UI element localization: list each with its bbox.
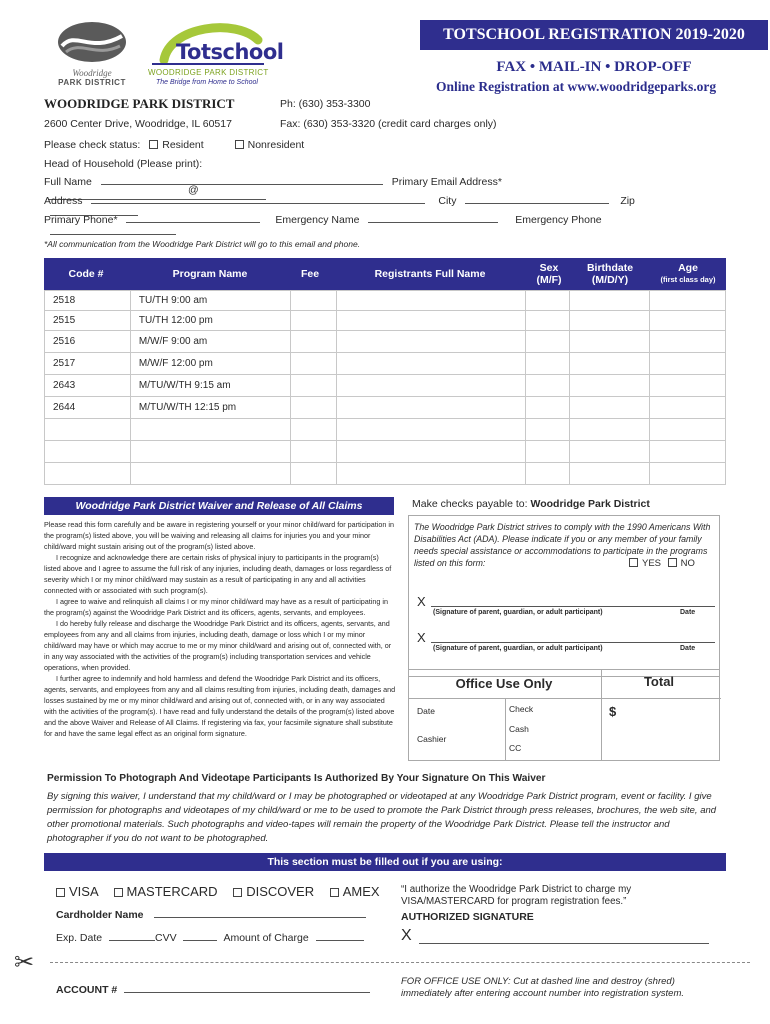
waiver-title: Woodridge Park District Waiver and Release of All Claims [44,497,394,515]
email-label: Primary Email Address* [391,176,502,188]
emergency-name-input[interactable] [368,222,498,223]
cell-sex[interactable] [526,419,570,441]
office-dollar: $ [609,704,617,719]
signature-1-date: Date [680,609,696,616]
office-cc: CC [509,743,522,753]
cell-fee[interactable] [290,463,336,485]
address-input[interactable] [91,203,425,204]
cell-birthdate[interactable] [570,397,650,419]
cell-registrant[interactable] [336,331,526,353]
cell-age[interactable] [650,397,726,419]
cell-registrant[interactable] [336,375,526,397]
totschool-logo [146,20,284,90]
amount-input[interactable] [316,940,364,941]
discover-checkbox[interactable] [233,888,242,897]
exp-row [56,932,364,944]
account-input[interactable] [124,992,370,993]
primary-phone-label: Primary Phone* [44,214,118,226]
office-total: Total [643,674,675,689]
scissors-icon: ✂ [14,949,35,976]
cell-program: M/TU/W/TH 9:15 am [130,375,290,397]
cell-birthdate[interactable] [570,441,650,463]
cardholder-input[interactable] [154,917,366,918]
waiver-text [44,519,396,739]
cell-fee[interactable] [290,311,336,331]
signature-2[interactable] [417,630,715,652]
woodridge-logo-top: Woodridge [72,68,112,78]
cell-sex[interactable] [526,353,570,375]
table-row [45,375,726,397]
authorize-text: “I authorize the Woodridge Park District to charge my VISA/MASTERCARD for program registration fees.” [401,884,632,907]
checks-payee: Woodridge Park District [530,498,650,510]
cell-fee[interactable] [290,441,336,463]
registration-table [44,290,726,485]
cell-code [45,441,131,463]
cell-fee[interactable] [290,397,336,419]
ada-yes[interactable] [629,558,661,569]
cell-sex[interactable] [526,311,570,331]
cell-registrant[interactable] [336,419,526,441]
account-label: ACCOUNT # [56,984,118,996]
col-sex-sub: (M/F) [536,274,562,286]
phone-row [44,214,734,238]
totschool-logo-tag: The Bridge from Home to School [156,79,258,86]
nonresident-checkbox[interactable] [235,139,305,151]
nonresident-label: Nonresident [247,139,305,151]
table-row [45,441,726,463]
cell-age[interactable] [650,311,726,331]
table-row [45,397,726,419]
cardholder-label: Cardholder Name [56,909,144,921]
primary-phone-input[interactable] [126,222,260,223]
cell-birthdate[interactable] [570,311,650,331]
cell-birthdate[interactable] [570,291,650,311]
exp-input[interactable] [109,940,155,941]
address-label: Address [44,195,83,207]
authorized-signature-field[interactable] [401,927,711,945]
cell-code: 2516 [45,331,131,353]
cell-age[interactable] [650,291,726,311]
org-address: 2600 Center Drive, Woodridge, IL 60517 [44,118,232,130]
cell-registrant[interactable] [336,311,526,331]
discover-option[interactable] [233,884,314,899]
zip-label: Zip [620,195,635,207]
city-input[interactable] [465,203,609,204]
account-row [56,984,370,996]
cell-program: M/W/F 12:00 pm [130,353,290,375]
col-sex [528,262,570,286]
mastercard-option[interactable] [114,884,218,899]
cell-program [130,441,290,463]
emergency-phone-label: Emergency Phone [515,214,602,226]
cell-registrant[interactable] [336,463,526,485]
online-registration: Online Registration at www.woodridgeparks.org [435,79,717,94]
ada-text: The Woodridge Park District strives to comply with the 1990 Americans With Disabilities Act (ADA). Please indicate if you or any member of your family needs special assistance or accommodations to participate in the programs listed on this form: [414,522,711,568]
signature-2-label: (Signature of parent, guardian, or adult participant) [433,645,603,652]
authorized-signature-x: X [401,927,412,944]
ada-yes-label: YES [642,558,662,569]
mastercard-label: MASTERCARD [126,884,218,899]
waiver-p5: I further agree to indemnify and hold harmless and defend the Woodridge Park District and its officers, agents, servants, and employees from any and all claims resulting from injuries, including death, damages and losses sustained by me or my minor child/ward and arising out of, connected with, or in any way associated with the activities of the program(s). I have read and fully understand the details of the program(s) listed above and the above Waiver and Release of All Claims. If registering via fax, your facsimile signature shall substitute for and have the same legal effect as an original form signature. [44,674,396,738]
checks-payable [412,498,650,510]
org-name: WOODRIDGE PARK DISTRICT [44,96,235,111]
nonresident-checkbox-box[interactable] [235,140,244,149]
city-label: City [438,195,457,207]
cell-age[interactable] [650,353,726,375]
cell-program: M/W/F 9:00 am [130,331,290,353]
woodridge-logo [56,20,128,90]
cell-birthdate[interactable] [570,353,650,375]
col-registrant: Registrants Full Name [374,268,486,280]
ada-no-box[interactable] [668,558,677,567]
full-name-label: Full Name [44,176,92,188]
cell-code: 2517 [45,353,131,375]
ada-no-label: NO [680,558,695,569]
ada-box [408,515,720,677]
cell-registrant[interactable] [336,397,526,419]
photo-title: Permission To Photograph And Videotape Participants Is Authorized By Your Signature On This Waiver [47,773,546,784]
cell-program: TU/TH 9:00 am [130,291,290,311]
col-birthdate-label: Birthdate [586,262,634,274]
signature-2-date: Date [680,645,696,652]
photo-body: By signing this waiver, I understand that my child/ward or I may be photographed or videotaped at any Woodridge Park District program, event or facility. I give permission for photographs and videotapes of my child/ward or me to be used to promote the Park District through press releases, brochures, the web site, and other promotional materials. Such photographs and video-tapes will remain the property of the Woodridge Park District. Please tell the instructor and photographer if you do not want to be photographed. [47,791,717,844]
office-check: Check [509,704,534,714]
office-cash: Cash [509,724,529,734]
waiver-p4: I do hereby fully release and discharge the Woodridge Park District and its officers, agents, servants, and employees from any and all claims from injuries, including death, damage or loss which I or my minor child/ward may have or which may accrue to me or my minor child/ward and arising out of, connected with, or in any way associated with the activities of the program(s) including transportation services and vehicle operations, when provided. [44,619,392,672]
amount-label: Amount of Charge [223,932,309,944]
page-title: TOTSCHOOL REGISTRATION 2019-2020 [420,20,768,50]
signature-1-label: (Signature of parent, guardian, or adult participant) [433,609,603,616]
totschool-logo-name: Totschool [176,40,284,64]
emergency-phone-input[interactable] [50,234,176,235]
cell-age[interactable] [650,463,726,485]
cell-sex[interactable] [526,397,570,419]
status-row [44,139,304,151]
cell-birthdate[interactable] [570,419,650,441]
cvv-input[interactable] [183,940,217,941]
cell-fee[interactable] [290,419,336,441]
submission-methods: FAX • MAIL-IN • DROP-OFF [496,59,692,75]
status-label: Please check status: [44,139,141,151]
cell-age[interactable] [650,441,726,463]
cell-sex[interactable] [526,441,570,463]
exp-label: Exp. Date [56,932,103,944]
col-program: Program Name [172,268,248,280]
cell-age[interactable] [650,419,726,441]
cell-code: 2643 [45,375,131,397]
cell-code: 2644 [45,397,131,419]
resident-checkbox[interactable] [149,139,203,151]
cell-fee[interactable] [290,331,336,353]
table-row [45,463,726,485]
cut-line [50,962,750,963]
card-types [56,884,380,899]
cell-birthdate[interactable] [570,331,650,353]
col-sex-label: Sex [539,262,559,274]
card-banner: This section must be filled out if you are using: [44,853,726,871]
signature-1[interactable] [417,594,715,616]
cell-registrant[interactable] [336,291,526,311]
office-cashier: Cashier [417,734,447,744]
office-use-box [408,669,720,761]
org-fax: Fax: (630) 353-3320 (credit card charges only) [280,118,497,130]
table-row [45,291,726,311]
resident-checkbox-box[interactable] [149,140,158,149]
visa-checkbox[interactable] [56,888,65,897]
cell-program: TU/TH 12:00 pm [130,311,290,331]
full-name-input[interactable] [101,184,383,185]
table-row [45,419,726,441]
col-age-label: Age [678,262,698,274]
visa-label: VISA [69,884,98,899]
cell-registrant[interactable] [336,353,526,375]
col-age [652,262,724,286]
checks-label: Make checks payable to: [412,498,528,510]
amex-option[interactable] [330,884,380,899]
cell-program [130,419,290,441]
discover-label: DISCOVER [246,884,315,899]
cell-sex[interactable] [526,375,570,397]
office-date: Date [417,706,435,716]
table-row [45,353,726,375]
cardholder-row [56,909,366,921]
col-birthdate-sub: (M/D/Y) [591,274,629,286]
cell-code: 2515 [45,311,131,331]
ada-no[interactable] [668,558,695,569]
emergency-name-label: Emergency Name [275,214,360,226]
office-use-title: Office Use Only [455,676,553,691]
cell-fee[interactable] [290,375,336,397]
waiver-p2: I recognize and acknowledge there are certain risks of physical injury to participants in the program(s) listed above and I agree to assume the full risk of any injuries, including death, damages or loss regardless of severity which I or my minor child/ward may sustain as a result of participating in any and all activities connected with or associated with such program(s). [44,553,392,595]
cell-code [45,419,131,441]
col-birthdate [572,262,648,286]
authorized-signature-label: AUTHORIZED SIGNATURE [401,911,534,923]
signature-1-x: X [417,594,426,609]
office-note: FOR OFFICE USE ONLY: Cut at dashed line and destroy (shred) immediately after entering account number into registration system. [401,976,685,999]
col-age-sub: (first class day) [660,275,716,284]
cell-birthdate[interactable] [570,375,650,397]
cell-registrant[interactable] [336,441,526,463]
table-row [45,311,726,331]
cell-program [130,463,290,485]
amex-checkbox[interactable] [330,888,339,897]
signature-2-x: X [417,630,426,645]
email-at-sign: @ [188,184,199,196]
cell-program: M/TU/W/TH 12:15 pm [130,397,290,419]
ada-yes-box[interactable] [629,558,638,567]
ada-choices [629,558,695,569]
cell-birthdate[interactable] [570,463,650,485]
communication-note: *All communication from the Woodridge Park District will go to this email and phone. [44,239,361,249]
waiver-p1: Please read this form carefully and be aware in registering yourself or your minor child/ward for participation in the program(s) listed above, you will be waiving and releasing all claims for injuries you and your minor child/ward might sustain arising out of the program(s) listed above. [44,520,394,551]
cvv-label: CVV [155,932,177,944]
cell-age[interactable] [650,331,726,353]
cell-age[interactable] [650,375,726,397]
woodridge-logo-bottom: PARK DISTRICT [58,78,126,87]
woodridge-logo-icon [56,20,128,64]
table-row [45,331,726,353]
mastercard-checkbox[interactable] [114,888,123,897]
cell-sex[interactable] [526,463,570,485]
totschool-logo-sub: WOODRIDGE PARK DISTRICT [148,68,269,77]
cell-fee[interactable] [290,353,336,375]
resident-label: Resident [162,139,204,151]
col-code: Code # [68,268,104,280]
col-fee: Fee [300,268,320,280]
waiver-p3: I agree to waive and relinquish all claims I or my minor child/ward may have as a result of participating in the program(s) against the Woodridge Park District and its officers, agents, servants, and employees. [44,597,388,617]
amex-label: AMEX [342,884,380,899]
cell-code: 2518 [45,291,131,311]
visa-option[interactable] [56,884,98,899]
cell-sex[interactable] [526,331,570,353]
cell-sex[interactable] [526,291,570,311]
head-of-household-label: Head of Household (Please print): [44,158,203,170]
cell-fee[interactable] [290,291,336,311]
cell-code [45,463,131,485]
org-phone: Ph: (630) 353-3300 [280,98,371,110]
